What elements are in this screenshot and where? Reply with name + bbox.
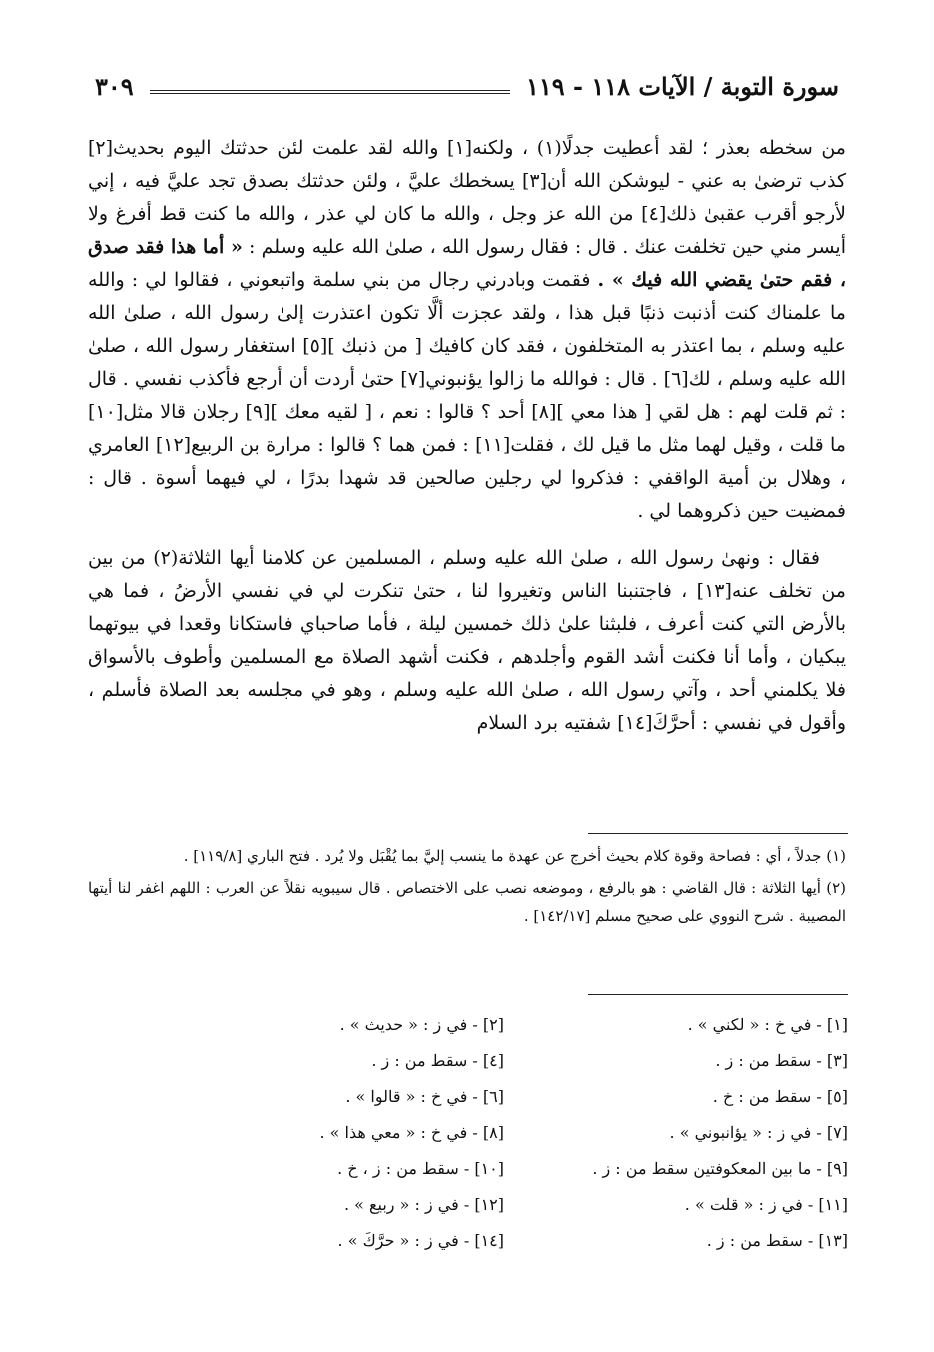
variant-note-10: [١٠] - سقط من : ز ، خ . — [337, 1159, 504, 1178]
variant-note-6: [٦] - في خ : « قالوا » . — [345, 1087, 504, 1106]
page-number: ٣٠٩ — [95, 72, 134, 101]
variant-note-8: [٨] - في خ : « معي هذا » . — [319, 1123, 504, 1142]
variant-note-2: [٢] - في ز : « حديث » . — [339, 1015, 504, 1034]
variant-note-3: [٣] - سقط من : ز . — [715, 1051, 848, 1070]
variant-note-9: [٩] - ما بين المعكوفتين سقط من : ز . — [592, 1159, 848, 1178]
paragraph-2: فقال : ونهىٰ رسول الله ، صلىٰ الله عليه وسلم ، المسلمين عن كلامنا أيها الثلاثة(٢) من بين من تخلف عنه[١٣] ، فاجتنبنا الناس وتغيروا لنا ، حتىٰ تنكرت لي في نفسي الأرضُ ، فما هي بالأرض التي كنت أعرف ، فلبثنا علىٰ ذلك خمسين ليلة ، فأما صاحباي فاستكانا وقعدا في بيوتهما يبكيان ، وأما أنا فكنت أشد القوم وأجلدهم ، فكنت أشهد الصلاة مع المسلمين وأطوف بالأسواق فلا يكلمني أحد ، وآتي رسول الله ، صلىٰ الله عليه وسلم ، وهو في مجلسه بعد الصلاة فأسلم ، وأقول في نفسي : أحرَّكَ[١٤] شفتيه برد السلام — [88, 547, 846, 734]
paragraph-1 — [88, 132, 846, 528]
variant-note-14: [١٤] - في ز : « حرَّكَ » . — [337, 1231, 504, 1250]
variant-note-4: [٤] - سقط من : ز . — [371, 1051, 504, 1070]
variant-note-11: [١١] - في ز : « قلت » . — [684, 1195, 848, 1214]
footnote-1: (١) جدلاً ، أي : فصاحة وقوة كلام بحيث أخرج عن عهدة ما ينسب إليَّ بما يُقْبَل ولا يُرد . فتح الباري [١١٩/٨] . — [183, 847, 846, 865]
prophet-quote: « أما هذا فقد صدق ، فقم حتىٰ يقضي الله فيك » . — [88, 236, 846, 291]
paragraph-1-text: من سخطه بعذر ؛ لقد أعطيت جدلًا(١) ، ولكنه[١] والله لقد علمت لئن حدثتك اليوم بحديث[٢] كذب ترضىٰ به عني - ليوشكن الله أن[٣] يسخطك عليَّ ، ولئن حدثتك بصدق تجد عليَّ فيه ، إني لأرجو أقرب عقبىٰ ذلك[٤] من الله عز وجل ، والله ما كان لي عذر ، والله ما كنت قط أفرغ ولا أيسر مني حين تخلفت عنك . قال : فقال رسول الله ، صلىٰ الله عليه وسلم : — [88, 137, 846, 258]
paragraph-1-rest: فقمت وبادرني رجال من بني سلمة واتبعوني ، فقالوا لي : والله ما علمناك كنت أذنبت ذنبًا قبل هذا ، ولقد عجزت ألَّا تكون اعتذرت إلىٰ رسول الله ، صلىٰ الله عليه وسلم ، بما اعتذر به المتخلفون ، فقد كان كافيك [ من ذنبك ][٥] استغفار رسول الله ، صلىٰ الله عليه وسلم ، لك[٦] . قال : فوالله ما زالوا يؤنبوني[٧] حتىٰ أردت أن أرجع فأكذب نفسي . قال : ثم قلت لهم : هل لقي [ هذا معي ][٨] أحد ؟ قالوا : نعم ، [ لقيه معك ][٩] رجلان قالا مثل[١٠] ما قلت ، وقيل لهما مثل ما قيل لك ، فقلت[١١] : فمن هما ؟ قالوا : مرارة بن الربيع[١٢] العامري ، وهلال بن أمية الواقفي : فذكروا لي رجلين صالحين قد شهدا بدرًا ، لي فيهما أسوة . قال : فمضيت حين ذكروهما لي . — [88, 269, 847, 522]
page-header — [95, 72, 839, 112]
footnotes — [88, 842, 846, 934]
footnote-separator — [588, 833, 848, 834]
main-text — [88, 132, 846, 740]
variant-note-1: [١] - في خ : « لكني » . — [687, 1015, 848, 1034]
variant-note-12: [١٢] - في ز : « ربيع » . — [343, 1195, 504, 1214]
manuscript-variants — [160, 1010, 848, 1256]
footnote-2: (٢) أيها الثلاثة : قال القاضي : هو بالرفع ، وموضعه نصب على الاختصاص . قال سيبويه نقلاً عن العرب : اللهم اغفر لنا أيتها المصيبة . شرح النووي على صحيح مسلم [١٤٢/١٧] . — [88, 879, 846, 925]
variant-note-7: [٧] - في ز : « يؤانبوني » . — [669, 1123, 848, 1142]
variant-note-13: [١٣] - سقط من : ز . — [706, 1231, 848, 1250]
header-rule — [150, 90, 510, 94]
variants-separator — [588, 994, 848, 995]
running-title: سورة التوبة / الآيات ١١٨ - ١١٩ — [526, 72, 839, 101]
variant-note-5: [٥] - سقط من : خ . — [712, 1087, 848, 1106]
